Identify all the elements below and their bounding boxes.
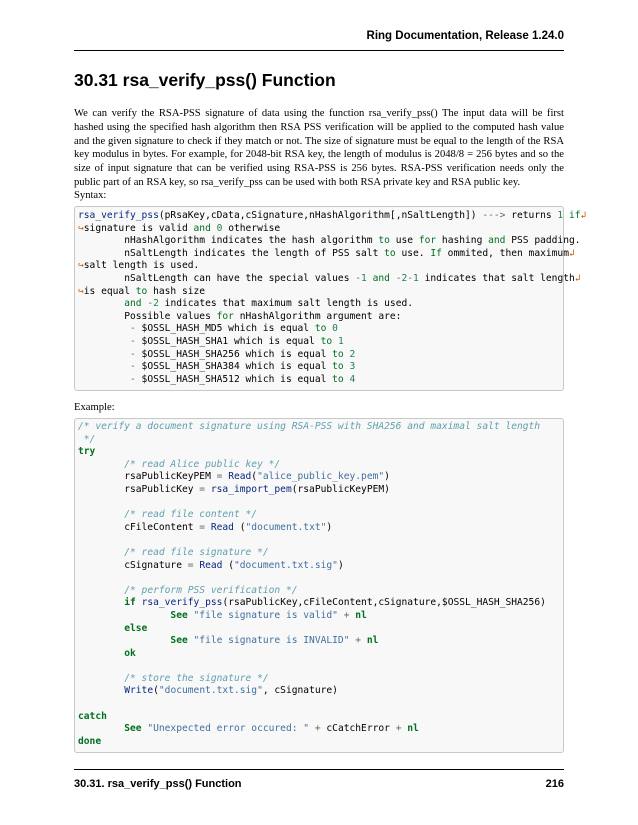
code-token: "file signature is valid" — [193, 609, 338, 621]
code-token: = — [187, 559, 194, 571]
code-token: Write — [124, 685, 154, 697]
code-token: Read — [228, 471, 252, 483]
code-token: + — [314, 723, 321, 735]
code-line — [78, 446, 559, 459]
code-token: /* store the signature */ — [124, 672, 269, 684]
code-token: Read — [199, 559, 223, 571]
code-token — [78, 585, 124, 596]
code-token: + — [343, 609, 350, 621]
code-token: PSS padding. — [505, 235, 581, 247]
code-token: "file signature is INVALID" — [193, 635, 350, 647]
code-token: to — [332, 361, 344, 373]
code-token: to — [384, 247, 396, 259]
code-token: signature is valid — [83, 222, 194, 234]
example-label: Example: — [74, 402, 115, 413]
code-token: otherwise — [222, 222, 281, 234]
code-line — [78, 311, 559, 324]
code-line — [78, 673, 559, 686]
code-line — [78, 260, 559, 273]
code-line — [78, 272, 581, 286]
code-token: Possible values — [78, 310, 217, 322]
code-token: ↪ — [78, 285, 84, 297]
intro-paragraph: We can verify the RSA-PSS signature of data using the function rsa_verify_pss() The input data will be first hashed using the specified hash algorithm then RSA PSS verification will be applied to the computed hash value and the given signature to check if they match or not. The size of signature must be equal to the length of the RSA key modulus in bytes. For example, for 2048-bit RSA key, the length of modulus is 2048/8 = 256 bytes and so the size of input signature that can be verified using RSA-PSS is 256 bytes. RSA-PSS verification needs only the public part of an RSA key, so rsa_verify_pss can be used with both RSA private key and RSA public key. — [74, 108, 564, 188]
code-line — [78, 223, 559, 236]
code-line — [78, 534, 559, 547]
footer-page-number: 216 — [545, 778, 564, 790]
code-token: if — [568, 210, 581, 221]
code-line — [78, 560, 559, 573]
code-token: rsa_verify_pss — [141, 597, 223, 609]
section-title: 30.31 rsa_verify_pss() Function — [74, 70, 336, 90]
code-token: use — [389, 235, 419, 247]
code-token: "document.txt.sig" — [233, 559, 338, 571]
code-token: - — [407, 272, 414, 284]
code-token: /* read file signature */ — [124, 546, 269, 558]
code-token: "document.txt" — [245, 521, 327, 533]
code-token — [78, 509, 124, 520]
code-token — [78, 597, 124, 608]
syntax-code-lines — [78, 210, 587, 386]
code-line — [78, 585, 559, 598]
code-token: "alice_public_key.pem" — [257, 471, 385, 483]
code-token: is equal — [83, 285, 136, 297]
code-token: try — [78, 446, 96, 458]
code-token: rsaPublicKey — [78, 483, 200, 495]
footer-section: 30.31. rsa_verify_pss() Function — [74, 778, 242, 790]
code-token: See — [124, 723, 142, 735]
code-token: and — [124, 298, 142, 310]
code-token: ↲ — [568, 247, 575, 259]
code-token: See — [170, 609, 188, 621]
code-token: - — [129, 323, 136, 335]
code-token — [78, 361, 130, 372]
code-token: (rsaPublicKey,cFileContent,cSignature,$OSSL_HASH_SHA256) — [222, 597, 546, 609]
code-token: nl — [355, 609, 367, 621]
code-token: 1 — [337, 335, 344, 347]
code-token: ↪ — [78, 222, 84, 234]
code-token: 4 — [349, 373, 356, 385]
code-token: to — [320, 335, 333, 347]
code-line — [78, 660, 559, 673]
code-line — [78, 736, 559, 749]
code-token: + — [355, 635, 362, 647]
code-token — [78, 459, 124, 470]
code-token: , cSignature) — [262, 685, 338, 697]
code-token: nHashAlgorithm argument are: — [233, 310, 402, 322]
header-rule — [74, 50, 564, 51]
code-token: ) — [326, 521, 333, 533]
code-token — [78, 336, 130, 347]
code-token: = — [199, 521, 206, 533]
code-token: and — [488, 235, 506, 247]
code-token — [78, 323, 130, 334]
code-token: rsa_import_pem — [210, 483, 292, 495]
code-token — [78, 610, 170, 621]
code-line — [78, 459, 559, 472]
code-token: = — [216, 471, 223, 483]
code-line — [78, 711, 559, 724]
code-token: /* read Alice public key */ — [124, 458, 281, 470]
code-token: to — [378, 235, 390, 247]
code-token: nl — [407, 723, 419, 735]
code-token: - — [355, 272, 362, 284]
code-line — [78, 685, 559, 698]
code-token: $OSSL_HASH_SHA384 which is equal — [135, 361, 333, 373]
code-token — [78, 349, 130, 360]
code-token: returns — [505, 210, 558, 221]
code-line — [78, 421, 559, 434]
code-token: - — [129, 348, 136, 360]
code-token: 1 — [557, 210, 564, 221]
code-line — [78, 323, 559, 336]
code-line — [78, 547, 559, 560]
code-line — [78, 623, 559, 636]
code-token: - — [129, 361, 136, 373]
code-token: to — [135, 285, 148, 297]
code-line — [78, 509, 559, 522]
code-line — [78, 434, 559, 447]
code-token: rsa_verify_pss — [78, 210, 159, 221]
code-token: Read — [210, 521, 234, 533]
code-token — [78, 648, 124, 659]
code-line — [78, 723, 559, 736]
code-token: */ — [78, 433, 96, 445]
code-token: - — [395, 272, 402, 284]
code-token: /* read file content */ — [124, 509, 258, 521]
code-token: nl — [366, 635, 379, 647]
code-token: ( — [153, 685, 159, 697]
code-token — [78, 623, 124, 634]
code-token: ↲ — [574, 272, 581, 284]
code-token: catch — [78, 710, 107, 722]
syntax-code-block[interactable] — [74, 206, 587, 391]
code-token: 2 — [349, 348, 356, 360]
running-header-title: Ring Documentation, Release 1.24.0 — [366, 30, 564, 42]
code-token: "document.txt.sig" — [158, 685, 263, 697]
code-token: hashing — [436, 235, 489, 247]
code-token: 3 — [349, 361, 356, 373]
code-line — [78, 349, 559, 362]
code-token — [78, 673, 124, 684]
code-line — [78, 497, 559, 510]
code-token — [78, 298, 124, 309]
footer-rule — [74, 769, 564, 770]
code-line — [78, 286, 559, 299]
code-token: $OSSL_HASH_MD5 which is equal — [135, 323, 315, 335]
code-token: $OSSL_HASH_SHA512 which is equal — [135, 373, 333, 385]
code-token: if — [124, 597, 136, 609]
code-token: use. — [395, 247, 431, 259]
code-token: nHashAlgorithm indicates the hash algorithm — [78, 235, 379, 247]
code-line — [78, 698, 559, 711]
code-token: cCatchError — [320, 723, 396, 735]
code-line — [78, 210, 587, 223]
code-token — [78, 723, 124, 734]
code-token: + — [395, 723, 402, 735]
code-token: /* verify a document signature using RSA-PSS with SHA256 and maximal salt length — [78, 421, 541, 432]
code-line — [78, 572, 559, 585]
example-code-lines — [78, 421, 559, 748]
code-token: - — [147, 298, 154, 310]
code-token: nSaltLength can have the special values — [78, 272, 356, 284]
code-token: ommited, then maximum — [441, 247, 569, 259]
code-token: ↪ — [78, 260, 84, 272]
code-token: 1 — [361, 272, 367, 284]
syntax-label: Syntax: — [74, 190, 107, 201]
code-token: else — [124, 622, 148, 634]
code-token: $OSSL_HASH_SHA1 which is equal — [135, 335, 321, 347]
code-token: 1 — [413, 272, 419, 284]
code-token: for — [216, 310, 234, 322]
code-token: 2 — [401, 272, 408, 284]
code-token: If — [430, 247, 442, 259]
code-line — [78, 471, 559, 484]
code-token: to — [332, 373, 344, 385]
code-line — [78, 610, 559, 623]
code-token: indicates that maximum salt length is used. — [158, 298, 414, 310]
code-token: ) — [337, 559, 344, 571]
code-token: - — [129, 373, 136, 385]
code-line — [78, 361, 559, 374]
code-token: - — [129, 335, 136, 347]
code-line — [78, 522, 559, 535]
code-token: ) — [384, 471, 390, 483]
code-token: for — [418, 235, 437, 247]
code-token: (rsaPublicKeyPEM) — [291, 483, 390, 495]
code-line — [78, 635, 559, 648]
code-token: rsaPublicKeyPEM — [78, 471, 217, 483]
code-token: indicates that salt length — [418, 272, 575, 284]
code-token — [78, 685, 124, 696]
code-token: 0 — [332, 323, 338, 335]
code-line — [78, 374, 559, 387]
example-code-block[interactable] — [74, 418, 564, 753]
code-token: ( — [233, 521, 246, 533]
code-token: done — [78, 735, 102, 747]
code-token: 0 — [216, 222, 223, 234]
code-token: 2 — [153, 298, 159, 310]
code-token — [78, 635, 170, 646]
code-token — [78, 547, 124, 558]
code-token: $OSSL_HASH_SHA256 which is equal — [135, 348, 333, 360]
code-line — [78, 235, 581, 248]
code-token: to — [332, 348, 344, 360]
code-token: "Unexpected error occured: " — [147, 723, 310, 735]
code-token: ↲ — [580, 210, 587, 221]
code-token: cFileContent — [78, 521, 200, 533]
code-token: and — [372, 272, 390, 284]
code-token: and — [193, 222, 211, 234]
code-line — [78, 336, 559, 349]
code-token: (pRsaKey,cData,cSignature,nHashAlgorithm[,nSaltLength]) — [158, 210, 483, 221]
code-token: ( — [251, 471, 258, 483]
code-token: salt length is used. — [83, 260, 200, 272]
code-token: = — [199, 483, 206, 495]
code-token: nSaltLength indicates the length of PSS salt — [78, 247, 385, 259]
code-token: to — [314, 323, 327, 335]
code-token — [78, 374, 130, 385]
code-token: ---> — [482, 210, 506, 221]
code-line — [78, 648, 559, 661]
code-token: See — [170, 635, 188, 647]
code-token: hash size — [147, 285, 206, 297]
code-line — [78, 298, 559, 311]
code-token: ok — [124, 647, 136, 659]
code-token: cSignature — [78, 559, 188, 571]
code-line — [78, 247, 575, 261]
code-token: ( — [222, 559, 234, 571]
code-line — [78, 484, 559, 497]
code-line — [78, 597, 559, 610]
code-token: /* perform PSS verification */ — [124, 584, 298, 596]
